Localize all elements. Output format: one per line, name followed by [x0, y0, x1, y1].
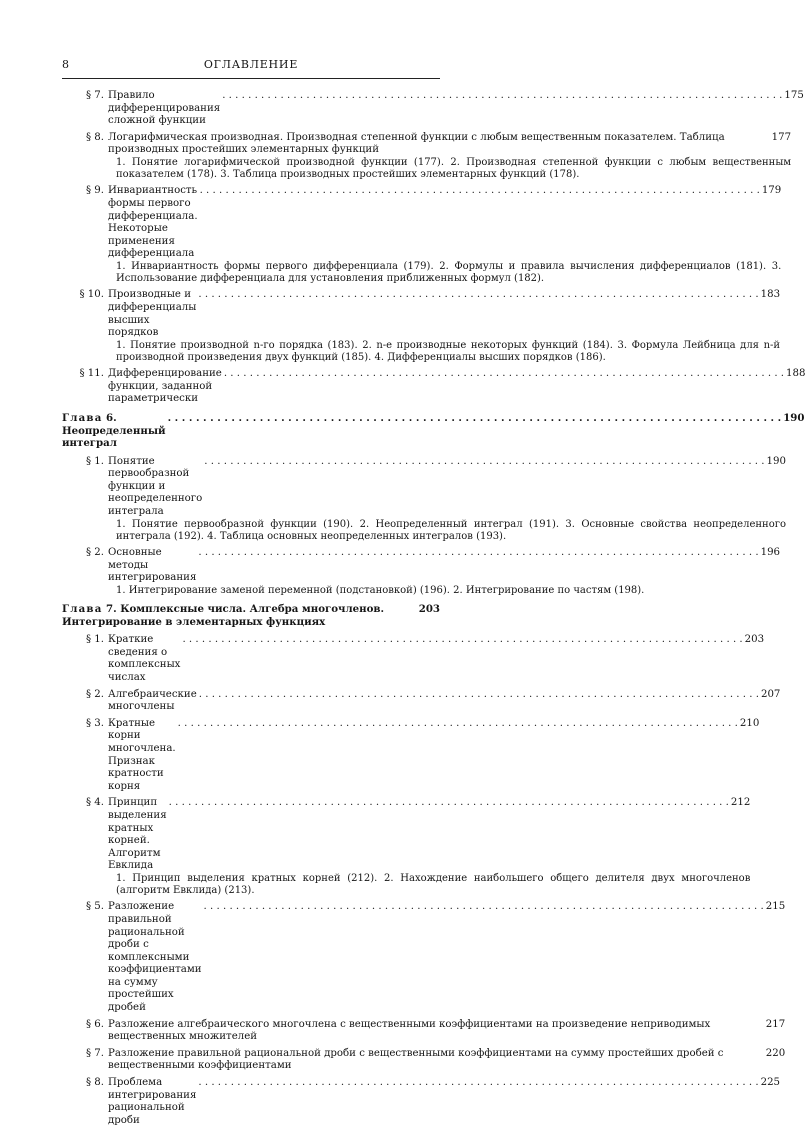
section-title: Разложение правильной рациональной дроби с вещественными коэффициентами на сумму простейших дробей с вещественными коэффициентами	[108, 1047, 724, 1072]
section-line	[108, 1048, 785, 1073]
chapter-title: Комплексные числа. Алгебра многочленов. Интегрирование в элементарных функциях	[62, 603, 385, 628]
section-line	[108, 289, 780, 339]
section-title: Производные и дифференциалы высших порядков	[108, 289, 197, 339]
section-number: § 5.	[85, 901, 104, 913]
page-ref[interactable]: 210	[739, 717, 760, 729]
section-body	[108, 132, 791, 182]
section-number: § 7.	[85, 1047, 104, 1059]
section-entry[interactable]	[62, 1047, 786, 1073]
section-entry[interactable]	[62, 634, 765, 684]
section-line	[108, 1077, 780, 1127]
page-ref[interactable]: 225	[760, 1077, 781, 1089]
section-entry[interactable]	[62, 1018, 786, 1044]
subsection-list: 1. Инвариантность формы первого дифференциала (179). 2. Формулы и правила вычисления дифференциалов (181). 3. Использование дифференциала для установления приближенных формул (182).	[116, 260, 782, 285]
section-entry[interactable]	[62, 289, 781, 364]
section-title: Понятие первообразной функции и неопределенного интеграла	[108, 455, 203, 518]
section-body	[108, 689, 780, 714]
page-ref[interactable]: 179	[761, 185, 782, 197]
section-line	[108, 901, 785, 1014]
section-title: Дифференцирование функции, заданной параметрически	[108, 368, 222, 405]
section-entry[interactable]	[62, 455, 786, 543]
section-number: § 1.	[85, 455, 104, 467]
section-title: Принцип выделения кратных корней. Алгоритм Евклида	[108, 797, 167, 872]
section-entry[interactable]	[62, 547, 781, 597]
section-body	[108, 901, 785, 1014]
section-body	[108, 1077, 780, 1127]
page-number: 8	[62, 58, 70, 71]
section-body	[108, 797, 750, 897]
page-ref[interactable]: 217	[765, 1018, 786, 1030]
section-entry[interactable]	[62, 368, 806, 406]
section-body	[108, 456, 786, 543]
section-body	[108, 185, 781, 285]
section-body	[108, 718, 759, 794]
section-line	[108, 689, 780, 714]
section-entry[interactable]	[62, 185, 782, 285]
section-title: Краткие сведения о комплексных числах	[108, 634, 181, 684]
leader-dots	[198, 1077, 758, 1090]
page-ref[interactable]: 183	[760, 289, 781, 301]
chapter-line	[62, 411, 805, 450]
section-line	[108, 368, 806, 406]
section-title: Основные методы интегрирования	[108, 547, 197, 584]
section-line	[108, 547, 780, 585]
page-ref[interactable]: 177	[771, 131, 792, 143]
section-number: § 10.	[79, 289, 104, 301]
section-body	[108, 90, 804, 128]
section-line	[108, 90, 804, 128]
chapter-number: 7.	[106, 603, 117, 616]
section-entry[interactable]	[62, 901, 786, 1014]
subsection-list: 1. Понятие производной n-го порядка (183). 2. n-е производные некоторых функций (184). 3. Формула Лейбница для n-й производной произведения двух функций (185). 4. Дифференциалы высших порядков (186).	[116, 339, 781, 363]
section-number: § 11.	[79, 368, 104, 380]
chapter-entry[interactable]	[62, 603, 440, 628]
page-ref[interactable]: 203	[744, 634, 765, 646]
page-ref[interactable]: 203	[418, 603, 440, 616]
chapter-heading	[62, 412, 166, 450]
subsection-list: 1. Понятие первообразной функции (190). 2. Неопределенный интеграл (191). 3. Основные свойства неопределенного интеграла (192). 4. Таблица основных неопределенных интегралов (193).	[116, 518, 786, 542]
section-body	[108, 1048, 785, 1073]
section-body	[108, 289, 780, 364]
page-ref[interactable]: 196	[760, 547, 781, 559]
leader-dots	[204, 456, 764, 469]
section-body	[108, 634, 764, 684]
page-ref[interactable]: 212	[730, 797, 751, 809]
section-body	[108, 368, 806, 406]
table-of-contents	[62, 90, 806, 1131]
page-ref[interactable]: 207	[760, 688, 781, 700]
chapter-heading	[62, 603, 415, 628]
chapter-label: Глава	[62, 603, 103, 616]
chapter-label: Глава	[62, 411, 103, 424]
page-ref[interactable]: 215	[765, 901, 786, 913]
chapter-entry[interactable]	[62, 411, 805, 450]
section-title: Алгебраические многочлены	[108, 688, 197, 713]
section-line	[108, 132, 791, 157]
section-number: § 1.	[85, 634, 104, 646]
leader-dots	[199, 689, 759, 702]
section-line	[108, 456, 786, 519]
leader-dots	[200, 185, 760, 198]
section-entry[interactable]	[62, 131, 792, 182]
chapter-line	[62, 603, 440, 628]
leader-dots	[198, 547, 758, 560]
chapter-title: Неопределенный интеграл	[62, 424, 166, 450]
leader-dots	[224, 368, 784, 381]
section-title: Кратные корни многочлена. Признак кратности корня	[108, 717, 176, 792]
leader-dots	[222, 90, 782, 103]
section-line	[108, 634, 764, 684]
leader-dots	[182, 634, 742, 647]
section-title: Проблема интегрирования рациональной дроби	[108, 1077, 197, 1126]
section-number: § 8.	[85, 1077, 104, 1089]
section-entry[interactable]	[62, 1077, 781, 1127]
leader-dots	[169, 797, 729, 810]
section-title: Разложение правильной рациональной дроби с комплексными коэффициентами на сумму простейших дробей	[108, 901, 202, 1014]
section-entry[interactable]	[62, 717, 760, 794]
section-number: § 2.	[85, 547, 104, 559]
leader-dots	[204, 901, 764, 914]
section-number: § 2.	[85, 688, 104, 700]
leader-dots	[178, 718, 738, 731]
section-title: Логарифмическая производная. Производная степенной функции с любым вещественным показателем. Таблица производных простейших элементарных функций	[108, 131, 725, 156]
header-rule	[62, 78, 440, 79]
page-ref[interactable]: 188	[786, 368, 806, 380]
section-number: § 3.	[85, 717, 104, 729]
section-line	[108, 797, 750, 873]
chapter-number: 6.	[106, 411, 117, 424]
section-entry[interactable]	[62, 797, 751, 897]
section-title: Разложение алгебраического многочлена с вещественными коэффициентами на произведение неприводимых вещественных множителей	[108, 1018, 711, 1043]
running-title: ОГЛАВЛЕНИЕ	[203, 58, 299, 71]
section-body	[108, 547, 780, 597]
section-line	[108, 718, 759, 794]
running-header	[62, 58, 440, 71]
section-number: § 6.	[85, 1018, 104, 1030]
subsection-list: 1. Интегрирование заменой переменной (подстановкой) (196). 2. Интегрирование по частям (198).	[116, 584, 645, 596]
section-line	[108, 185, 781, 261]
page-ref[interactable]: 220	[765, 1047, 786, 1059]
page-ref[interactable]: 175	[784, 90, 804, 101]
section-number: § 7.	[85, 90, 104, 101]
page-ref[interactable]: 190	[766, 455, 786, 467]
section-line	[108, 1019, 785, 1044]
subsection-list: 1. Понятие логарифмической производной функции (177). 2. Производная степенной функции с любым вещественным показателем (178). 3. Таблица производных простейших элементарных функций (178).	[116, 156, 792, 181]
page-ref[interactable]: 190	[783, 411, 805, 424]
section-title: Правило дифференцирования сложной функции	[108, 90, 221, 127]
section-entry[interactable]	[62, 688, 781, 714]
section-title: Инвариантность формы первого дифференциала. Некоторые применения дифференциала	[108, 185, 198, 260]
section-number: § 9.	[85, 185, 104, 197]
section-number: § 8.	[85, 131, 104, 143]
leader-dots	[168, 412, 782, 425]
section-body	[108, 1019, 785, 1044]
section-entry[interactable]	[62, 90, 804, 128]
section-number: § 4.	[85, 797, 104, 809]
subsection-list: 1. Принцип выделения кратных корней (212). 2. Нахождение наибольшего общего делителя двух многочленов (алгоритм Евклида) (213).	[116, 872, 751, 897]
leader-dots	[198, 289, 758, 302]
